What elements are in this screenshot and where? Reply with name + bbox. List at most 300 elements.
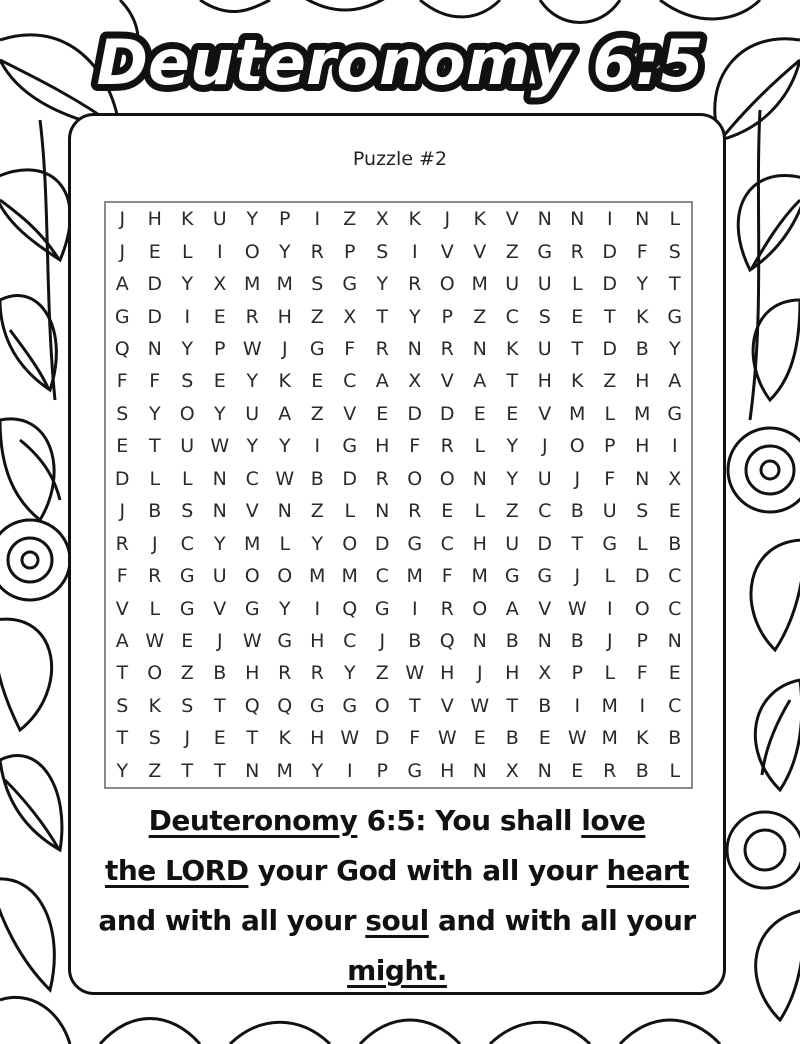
- verse-reference: Deuteronomy: [148, 804, 358, 837]
- grid-letter: Y: [311, 759, 324, 782]
- grid-letter: H: [147, 208, 162, 231]
- grid-letter: J: [444, 208, 451, 231]
- grid-letter: G: [504, 565, 520, 588]
- grid-letter: D: [342, 467, 358, 490]
- grid-letter: I: [216, 240, 223, 263]
- grid-letter: I: [314, 208, 321, 231]
- grid-letter: G: [537, 240, 553, 263]
- grid-letter: G: [667, 305, 683, 328]
- grid-letter: B: [148, 500, 162, 523]
- grid-letter: Q: [244, 694, 260, 717]
- grid-letter: B: [310, 467, 324, 490]
- grid-letter: O: [634, 597, 650, 620]
- verse-fragment: and with all your: [428, 904, 696, 937]
- grid-letter: I: [639, 694, 646, 717]
- grid-letter: H: [310, 727, 325, 750]
- grid-letter: V: [440, 240, 454, 263]
- grid-letter: G: [602, 532, 618, 555]
- grid-letter: C: [343, 370, 357, 393]
- grid-letter: S: [668, 240, 681, 263]
- grid-letter: Q: [114, 337, 130, 360]
- grid-letter: C: [180, 532, 194, 555]
- grid-letter: X: [408, 370, 422, 393]
- grid-letter: J: [281, 337, 288, 360]
- grid-letter: W: [437, 727, 457, 750]
- grid-letter: R: [408, 500, 422, 523]
- grid-letter: Y: [311, 532, 324, 555]
- grid-letter: F: [116, 565, 128, 588]
- grid-letter: T: [213, 759, 226, 782]
- grid-letter: L: [149, 597, 161, 620]
- grid-letter: V: [343, 402, 357, 425]
- grid-letter: Y: [213, 402, 226, 425]
- grid-letter: Y: [181, 337, 194, 360]
- grid-letter: H: [440, 662, 455, 685]
- grid-letter: P: [441, 305, 453, 328]
- grid-letter: L: [474, 435, 486, 458]
- grid-letter: L: [571, 273, 583, 296]
- grid-letter: U: [505, 532, 520, 555]
- grid-letter: E: [213, 305, 226, 328]
- grid-letter: F: [149, 370, 161, 393]
- page-title: [0, 18, 800, 108]
- grid-letter: W: [242, 629, 262, 652]
- grid-letter: E: [668, 662, 681, 685]
- grid-letter: K: [181, 208, 194, 231]
- grid-letter: G: [244, 597, 260, 620]
- grid-letter: S: [376, 240, 389, 263]
- grid-letter: N: [277, 500, 292, 523]
- grid-letter: K: [278, 727, 291, 750]
- grid-letter: M: [601, 694, 618, 717]
- grid-letter: S: [116, 402, 129, 425]
- grid-letter: G: [667, 402, 683, 425]
- grid-letter: U: [245, 402, 260, 425]
- grid-letter: L: [604, 662, 616, 685]
- grid-letter: F: [409, 435, 421, 458]
- grid-letter: N: [245, 759, 260, 782]
- grid-letter: H: [440, 759, 455, 782]
- grid-letter: K: [278, 370, 291, 393]
- grid-letter: U: [537, 337, 552, 360]
- grid-letter: I: [184, 305, 191, 328]
- grid-letter: R: [278, 662, 292, 685]
- grid-letter: N: [635, 208, 650, 231]
- grid-letter: Z: [310, 402, 324, 425]
- grid-letter: O: [342, 532, 358, 555]
- grid-letter: O: [244, 565, 260, 588]
- grid-letter: H: [505, 662, 520, 685]
- grid-letter: C: [668, 565, 682, 588]
- grid-letter: G: [179, 597, 195, 620]
- grid-letter: R: [440, 435, 454, 458]
- grid-letter: T: [376, 305, 389, 328]
- grid-letter: O: [277, 565, 293, 588]
- grid-letter: A: [278, 402, 292, 425]
- grid-letter: Y: [246, 435, 259, 458]
- grid-letter: Y: [116, 759, 129, 782]
- grid-letter: Z: [148, 759, 162, 782]
- grid-letter: D: [147, 305, 163, 328]
- grid-letter: F: [409, 727, 421, 750]
- grid-letter: N: [472, 629, 487, 652]
- grid-letter: F: [441, 565, 453, 588]
- grid-letter: T: [116, 662, 129, 685]
- grid-letter: O: [407, 467, 423, 490]
- grid-letter: L: [344, 500, 356, 523]
- grid-letter: V: [505, 208, 519, 231]
- grid-letter: S: [181, 370, 194, 393]
- grid-letter: G: [342, 694, 358, 717]
- grid-letter: I: [606, 208, 613, 231]
- grid-letter: D: [374, 727, 390, 750]
- grid-letter: N: [537, 629, 552, 652]
- grid-letter: Z: [505, 500, 519, 523]
- grid-letter: W: [567, 727, 587, 750]
- grid-letter: B: [213, 662, 227, 685]
- grid-letter: H: [635, 435, 650, 458]
- grid-letter: V: [213, 597, 227, 620]
- grid-letter: M: [601, 727, 618, 750]
- grid-letter: P: [604, 435, 616, 458]
- grid-letter: F: [636, 240, 648, 263]
- grid-letter: V: [115, 597, 129, 620]
- grid-letter: C: [505, 305, 519, 328]
- grid-letter: F: [116, 370, 128, 393]
- grid-letter: M: [634, 402, 651, 425]
- grid-letter: I: [671, 435, 678, 458]
- grid-letter: X: [343, 305, 357, 328]
- grid-letter: E: [571, 305, 584, 328]
- grid-letter: X: [538, 662, 552, 685]
- grid-letter: G: [374, 597, 390, 620]
- grid-letter: R: [603, 759, 617, 782]
- grid-letter: X: [505, 759, 519, 782]
- grid-letter: J: [119, 208, 126, 231]
- grid-letter: O: [244, 240, 260, 263]
- grid-letter: K: [473, 208, 486, 231]
- grid-letter: N: [537, 759, 552, 782]
- grid-letter: C: [668, 597, 682, 620]
- grid-letter: Y: [506, 467, 519, 490]
- verse-fragment: 6:5: You shall: [357, 804, 582, 837]
- grid-letter: D: [374, 532, 390, 555]
- grid-letter: B: [635, 759, 649, 782]
- grid-letter: N: [635, 467, 650, 490]
- grid-letter: Y: [408, 305, 421, 328]
- grid-letter: D: [114, 467, 130, 490]
- grid-letter: D: [602, 240, 618, 263]
- grid-letter: M: [276, 759, 293, 782]
- grid-letter: Y: [278, 240, 291, 263]
- grid-letter: Q: [439, 629, 455, 652]
- grid-letter: R: [115, 532, 129, 555]
- grid-letter: M: [276, 273, 293, 296]
- grid-letter: P: [636, 629, 648, 652]
- grid-letter: Z: [180, 662, 194, 685]
- grid-letter: M: [406, 565, 423, 588]
- grid-letter: S: [116, 694, 129, 717]
- grid-letter: H: [472, 532, 487, 555]
- grid-letter: J: [119, 500, 126, 523]
- grid-letter: N: [472, 759, 487, 782]
- grid-letter: G: [342, 273, 358, 296]
- verse-line-1: [72, 796, 722, 846]
- grid-letter: O: [374, 694, 390, 717]
- grid-letter: Y: [668, 337, 681, 360]
- grid-letter: F: [604, 467, 616, 490]
- grid-letter: W: [470, 694, 490, 717]
- grid-letter: I: [574, 694, 581, 717]
- grid-letter: E: [213, 370, 226, 393]
- grid-letter: Y: [636, 273, 649, 296]
- grid-letter: T: [668, 273, 681, 296]
- grid-letter: P: [376, 759, 388, 782]
- grid-letter: A: [505, 597, 519, 620]
- grid-letter: G: [342, 435, 358, 458]
- grid-letter: G: [407, 759, 423, 782]
- grid-letter: F: [344, 337, 356, 360]
- grid-letter: T: [603, 305, 616, 328]
- grid-letter: J: [119, 240, 126, 263]
- grid-letter: O: [439, 273, 455, 296]
- grid-letter: C: [668, 694, 682, 717]
- grid-letter: G: [407, 532, 423, 555]
- grid-letter: Q: [277, 694, 293, 717]
- grid-letter: W: [567, 597, 587, 620]
- grid-letter: S: [311, 273, 324, 296]
- grid-letter: Z: [310, 500, 324, 523]
- grid-letter: E: [668, 500, 681, 523]
- grid-letter: D: [602, 273, 618, 296]
- grid-letter: N: [667, 629, 682, 652]
- grid-letter: J: [541, 435, 548, 458]
- grid-letter: Y: [343, 662, 356, 685]
- page-title-text: Deuteronomy 6:5: [96, 26, 704, 99]
- grid-letter: Y: [246, 208, 259, 231]
- grid-letter: B: [635, 337, 649, 360]
- grid-letter: S: [538, 305, 551, 328]
- grid-letter: V: [245, 500, 259, 523]
- highlight-word-might: might.: [347, 954, 447, 987]
- grid-letter: Y: [246, 370, 259, 393]
- highlight-word-soul: soul: [365, 904, 429, 937]
- grid-letter: E: [181, 629, 194, 652]
- grid-letter: J: [574, 467, 581, 490]
- grid-letter: T: [571, 337, 584, 360]
- grid-letter: H: [375, 435, 390, 458]
- grid-letter: M: [341, 565, 358, 588]
- grid-letter: O: [472, 597, 488, 620]
- grid-letter: B: [538, 694, 552, 717]
- grid-letter: P: [571, 662, 583, 685]
- grid-letter: R: [310, 662, 324, 685]
- grid-letter: R: [408, 273, 422, 296]
- grid-letter: L: [604, 402, 616, 425]
- grid-letter: V: [440, 370, 454, 393]
- grid-letter: D: [147, 273, 163, 296]
- grid-letter: E: [473, 727, 486, 750]
- grid-letter: U: [537, 273, 552, 296]
- grid-letter: A: [115, 273, 129, 296]
- grid-letter: E: [473, 402, 486, 425]
- grid-letter: H: [537, 370, 552, 393]
- grid-letter: B: [408, 629, 422, 652]
- grid-letter: N: [407, 337, 422, 360]
- grid-letter: L: [149, 467, 161, 490]
- grid-letter: P: [344, 240, 356, 263]
- grid-letter: J: [476, 662, 483, 685]
- grid-letter: T: [181, 759, 194, 782]
- grid-letter: J: [574, 565, 581, 588]
- highlight-word-love: love: [581, 804, 646, 837]
- grid-letter: M: [244, 273, 261, 296]
- grid-letter: U: [180, 435, 195, 458]
- grid-letter: T: [408, 694, 421, 717]
- grid-letter: L: [669, 759, 681, 782]
- grid-letter: F: [636, 662, 648, 685]
- grid-letter: H: [635, 370, 650, 393]
- grid-letter: G: [309, 337, 325, 360]
- grid-letter: R: [148, 565, 162, 588]
- grid-letter: Q: [342, 597, 358, 620]
- highlight-word-lord: the LORD: [104, 854, 249, 887]
- grid-letter: D: [602, 337, 618, 360]
- grid-letter: V: [538, 597, 552, 620]
- grid-letter: A: [375, 370, 389, 393]
- grid-letter: A: [473, 370, 487, 393]
- grid-letter: E: [311, 370, 324, 393]
- grid-letter: Y: [181, 273, 194, 296]
- grid-letter: E: [148, 240, 161, 263]
- grid-letter: X: [375, 208, 389, 231]
- grid-letter: D: [537, 532, 553, 555]
- grid-letter: O: [439, 467, 455, 490]
- grid-letter: Z: [310, 305, 324, 328]
- grid-letter: G: [179, 565, 195, 588]
- grid-letter: B: [668, 532, 682, 555]
- grid-letter: E: [538, 727, 551, 750]
- grid-letter: S: [636, 500, 649, 523]
- grid-letter: N: [537, 208, 552, 231]
- grid-letter: J: [379, 629, 386, 652]
- grid-letter: M: [569, 402, 586, 425]
- grid-letter: C: [440, 532, 454, 555]
- grid-letter: V: [440, 694, 454, 717]
- highlight-word-heart: heart: [606, 854, 690, 887]
- grid-letter: U: [602, 500, 617, 523]
- grid-letter: V: [538, 402, 552, 425]
- grid-letter: P: [214, 337, 226, 360]
- grid-letter: C: [538, 500, 552, 523]
- grid-letter: O: [569, 435, 585, 458]
- grid-letter: A: [668, 370, 682, 393]
- grid-letter: W: [242, 337, 262, 360]
- grid-letter: L: [604, 565, 616, 588]
- grid-letter: R: [375, 337, 389, 360]
- grid-letter: T: [571, 532, 584, 555]
- grid-letter: I: [411, 597, 418, 620]
- grid-letter: D: [634, 565, 650, 588]
- grid-letter: D: [407, 402, 423, 425]
- grid-letter: N: [375, 500, 390, 523]
- grid-letter: I: [606, 597, 613, 620]
- grid-letter: Y: [506, 435, 519, 458]
- grid-letter: L: [181, 467, 193, 490]
- grid-letter: O: [179, 402, 195, 425]
- grid-letter: W: [340, 727, 360, 750]
- grid-letter: L: [474, 500, 486, 523]
- verse-line-2: [72, 846, 722, 896]
- grid-letter: Y: [278, 435, 291, 458]
- grid-letter: N: [570, 208, 585, 231]
- grid-letter: S: [148, 727, 161, 750]
- grid-letter: G: [277, 629, 293, 652]
- grid-letter: A: [115, 629, 129, 652]
- grid-letter: E: [213, 727, 226, 750]
- grid-letter: S: [181, 500, 194, 523]
- grid-letter: K: [571, 370, 584, 393]
- grid-letter: H: [277, 305, 292, 328]
- grid-letter: Y: [278, 597, 291, 620]
- grid-letter: C: [375, 565, 389, 588]
- grid-letter: U: [212, 208, 227, 231]
- grid-letter: I: [346, 759, 353, 782]
- grid-letter: B: [505, 629, 519, 652]
- verse-fragment: and with all your: [98, 904, 366, 937]
- verse-fragment: your God with all your: [248, 854, 607, 887]
- grid-letter: Z: [375, 662, 389, 685]
- grid-letter: Z: [473, 305, 487, 328]
- grid-letter: W: [405, 662, 425, 685]
- grid-letter: T: [506, 370, 519, 393]
- grid-letter: R: [440, 597, 454, 620]
- grid-letter: E: [441, 500, 454, 523]
- grid-letter: T: [246, 727, 259, 750]
- grid-letter: C: [245, 467, 259, 490]
- grid-letter: O: [147, 662, 163, 685]
- grid-letter: Z: [505, 240, 519, 263]
- grid-letter: Z: [343, 208, 357, 231]
- grid-letter: V: [473, 240, 487, 263]
- grid-letter: M: [471, 565, 488, 588]
- grid-letter: P: [279, 208, 291, 231]
- grid-letter: R: [310, 240, 324, 263]
- grid-letter: K: [408, 208, 421, 231]
- verse-text: [72, 796, 722, 996]
- grid-letter: J: [216, 629, 223, 652]
- grid-letter: N: [147, 337, 162, 360]
- grid-letter: X: [213, 273, 227, 296]
- grid-letter: K: [148, 694, 161, 717]
- puzzle-label: Puzzle #2: [352, 148, 448, 170]
- grid-letter: N: [472, 337, 487, 360]
- grid-letter: R: [570, 240, 584, 263]
- grid-letter: J: [606, 629, 613, 652]
- grid-letter: L: [181, 240, 193, 263]
- grid-letter: Y: [148, 402, 161, 425]
- verse-line-4: [72, 946, 722, 996]
- grid-letter: B: [505, 727, 519, 750]
- grid-letter: N: [212, 467, 227, 490]
- grid-letter: L: [279, 532, 291, 555]
- grid-letter: R: [440, 337, 454, 360]
- grid-letter: W: [210, 435, 230, 458]
- grid-letter: N: [472, 467, 487, 490]
- grid-letter: T: [116, 727, 129, 750]
- grid-letter: I: [314, 435, 321, 458]
- grid-letter: T: [506, 694, 519, 717]
